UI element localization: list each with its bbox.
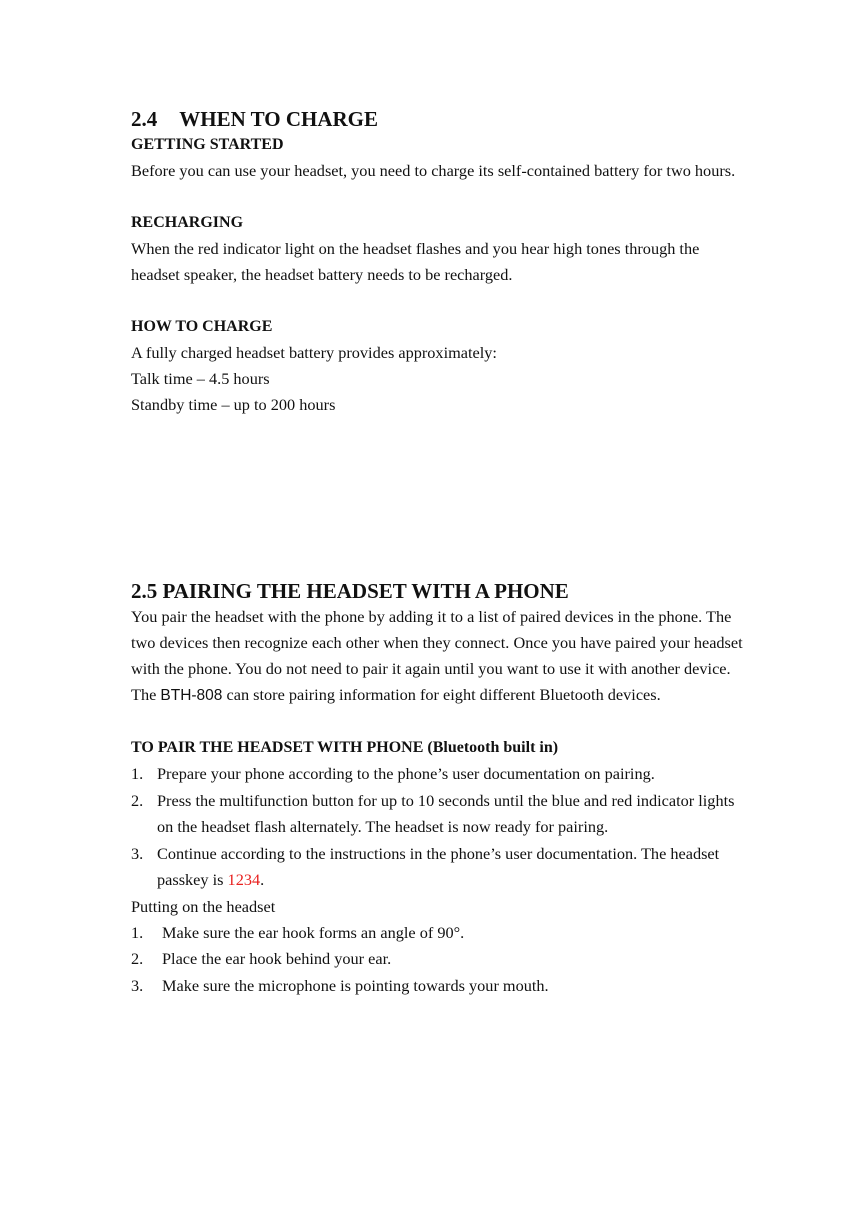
step-number: 1. — [131, 922, 144, 942]
section-pairing — [131, 578, 751, 999]
step-number: 3. — [131, 843, 144, 863]
wearing-heading: Putting on the headset — [131, 896, 276, 916]
list-item — [131, 788, 751, 841]
wearing-steps-list — [131, 920, 751, 1000]
list-item — [131, 761, 751, 788]
model-name: BTH-808 — [160, 687, 223, 704]
list-item — [131, 973, 751, 1000]
talk-time: Talk time – 4.5 hours — [131, 369, 270, 388]
step-number: 3. — [131, 975, 144, 995]
step-text: Continue according to the instructions in the phone’s user documentation. The headset passkey is — [157, 843, 720, 889]
section-when-to-charge — [131, 106, 751, 418]
step-text: Press the multifunction button for up to 10 seconds until the blue and red indicator lights on the headset flash alternately. The headset is now ready for pairing. — [157, 790, 735, 836]
step-text: Place the ear hook behind your ear. — [162, 949, 392, 968]
standby-time: Standby time – up to 200 hours — [131, 395, 336, 414]
getting-started-text: Before you can use your headset, you need to charge its self-contained battery for two hours. — [131, 161, 736, 180]
pairing-storage-note — [131, 682, 751, 709]
section-number: 2.4 — [131, 107, 158, 131]
recharging-heading: RECHARGING — [131, 214, 244, 231]
list-item — [131, 920, 751, 947]
how-to-charge-heading: HOW TO CHARGE — [131, 318, 273, 335]
pair-heading: TO PAIR THE HEADSET WITH PHONE (Bluetooth built in) — [131, 739, 559, 756]
how-to-charge-intro: A fully charged headset battery provides approximately: — [131, 343, 497, 362]
passkey-value: 1234 — [227, 870, 261, 889]
step-text: Make sure the microphone is pointing towards your mouth. — [162, 975, 549, 995]
step-number: 2. — [131, 790, 144, 810]
getting-started-heading: GETTING STARTED — [131, 136, 284, 153]
step-number: 2. — [131, 949, 144, 968]
list-item — [131, 841, 751, 894]
storage-suffix: can store pairing information for eight different Bluetooth devices. — [222, 685, 661, 704]
section-heading-pairing: 2.5 PAIRING THE HEADSET WITH A PHONE — [131, 579, 569, 603]
recharging-text: When the red indicator light on the headset flashes and you hear high tones through the headset speaker, the headset battery needs to be recharged. — [131, 239, 700, 284]
pair-steps-list — [131, 761, 751, 894]
list-item — [131, 946, 751, 973]
section-heading-charge — [131, 106, 751, 132]
pairing-intro: You pair the headset with the phone by adding it to a list of paired devices in the phone. The two devices then recognize each other when they connect. Once you have paired your headset with the phone. You do not need to pair it again until you want to use it with another device. — [131, 607, 743, 678]
step-end: . — [260, 870, 265, 889]
section-title: WHEN TO CHARGE — [179, 107, 379, 131]
storage-prefix: The — [131, 685, 161, 704]
step-text: Make sure the ear hook forms an angle of 90°. — [162, 922, 465, 942]
step-number: 1. — [131, 764, 144, 783]
step-text: Prepare your phone according to the phone’s user documentation on pairing. — [157, 764, 655, 783]
